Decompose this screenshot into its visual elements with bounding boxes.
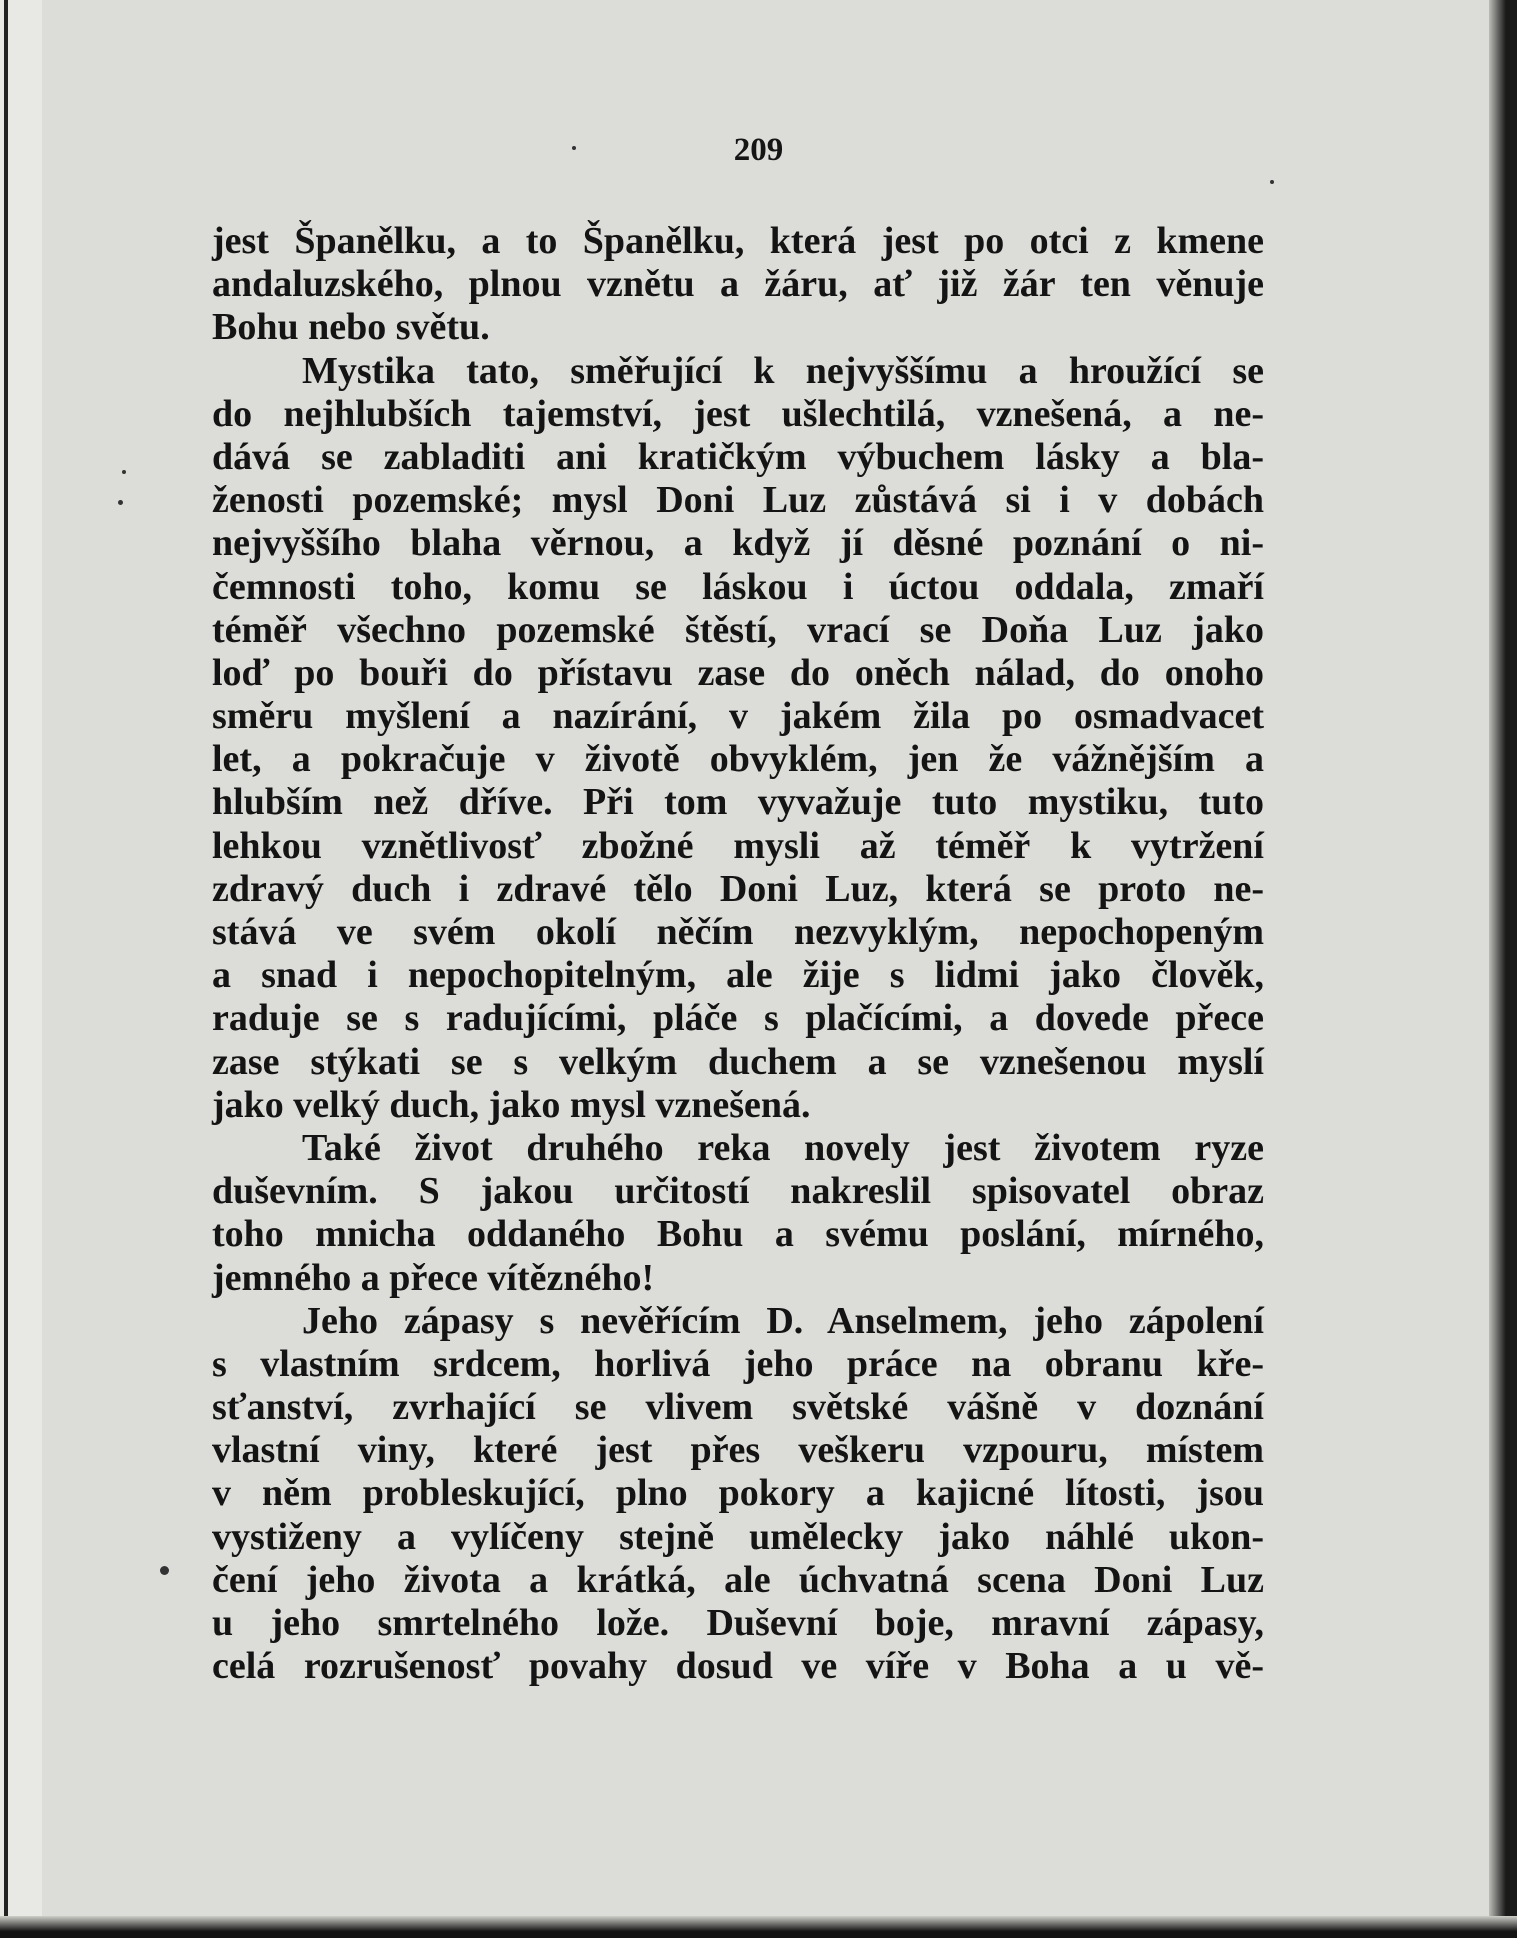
body-text — [212, 220, 1264, 1688]
scan-speck — [122, 470, 126, 474]
text-line: Bohu nebo světu. — [212, 306, 490, 349]
text-line: zdravý duch i zdravé tělo Doni Luz, která se proto ne- — [212, 867, 1264, 910]
scan-speck — [572, 146, 576, 150]
text-line: duševním. S jakou určitostí nakreslil spisovatel obraz — [212, 1170, 1264, 1213]
text-line: hlubším než dříve. Při tom vyvažuje tuto mystiku, tuto — [212, 781, 1264, 824]
text-line: u jeho smrtelného lože. Duševní boje, mravní zápasy, — [212, 1602, 1264, 1644]
text-line: ženosti pozemské; mysl Doni Luz zůstává si i v dobách — [212, 479, 1264, 522]
text-line: zase stýkati se s velkým duchem a se vznešenou myslí — [212, 1040, 1264, 1083]
page-right-shadow — [1489, 0, 1517, 1938]
text-line: sťanství, zvrhající se vlivem světské vášně v doznání — [212, 1386, 1264, 1429]
text-line: do nejhlubších tajemství, jest ušlechtilá, vznešená, a ne- — [212, 392, 1264, 435]
text-line: stává ve svém okolí něčím nezvyklým, nepochopeným — [212, 911, 1264, 953]
text-line: celá rozrušenosť povahy dosud ve víře v Boha a u vě- — [212, 1645, 1264, 1688]
text-line: lehkou vznětlivosť zbožné mysli až téměř k vytržení — [212, 824, 1264, 867]
text-line: téměř všechno pozemské štěstí, vrací se Doňa Luz jako — [212, 608, 1264, 651]
text-line: andaluzského, plnou vznětu a žáru, ať již žár ten věnuje — [212, 263, 1264, 306]
page-left-margin — [0, 0, 42, 1938]
text-line: Mystika tato, směřující k nejvyššímu a hroužící se — [302, 349, 1264, 392]
text-line: Jeho zápasy s nevěřícím D. Anselmem, jeho zápolení — [302, 1299, 1264, 1342]
text-line: toho mnicha oddaného Bohu a svému poslání, mírného, — [212, 1213, 1264, 1256]
text-line: jemného a přece vítězného! — [212, 1256, 655, 1299]
text-line: let, a pokračuje v životě obvyklém, jen že vážnějším a — [212, 738, 1264, 781]
text-line: dává se zabladiti ani kratičkým výbuchem lásky a bla- — [212, 435, 1264, 478]
scan-speck — [160, 1566, 169, 1575]
page-number: 209 — [733, 132, 784, 168]
text-line: čemnosti toho, komu se láskou i úctou oddala, zmaří — [212, 565, 1264, 608]
text-line: nejvyššího blaha věrnou, a když jí děsné poznání o ni- — [212, 522, 1264, 565]
text-line: Také život druhého reka novely jest životem ryze — [302, 1126, 1264, 1169]
text-line: a snad i nepochopitelným, ale žije s lidmi jako člověk, — [212, 954, 1264, 997]
text-line: čení jeho života a krátká, ale úchvatná scena Doni Luz — [212, 1558, 1264, 1601]
text-line: loď po bouři do přístavu zase do oněch nálad, do onoho — [212, 651, 1264, 694]
text-line: směru myšlení a nazírání, v jakém žila po osmadvacet — [212, 695, 1264, 738]
text-line: jako velký duch, jako mysl vznešená. — [212, 1083, 811, 1126]
scan-speck — [118, 500, 123, 505]
text-line: vlastní viny, které jest přes veškeru vzpouru, místem — [212, 1429, 1264, 1472]
text-line: raduje se s radujícími, pláče s plačícími, a dovede přece — [212, 997, 1264, 1040]
text-line: jest Španělku, a to Španělku, která jest po otci z kmene — [212, 220, 1264, 262]
text-line: s vlastním srdcem, horlivá jeho práce na obranu kře- — [212, 1342, 1264, 1385]
binding-edge-line — [4, 0, 8, 1938]
scan-speck — [1270, 180, 1274, 184]
text-line: v něm probleskující, plno pokory a kajicné lítosti, jsou — [212, 1472, 1264, 1515]
text-line: vystiženy a vylíčeny stejně umělecky jako náhlé ukon- — [212, 1515, 1264, 1558]
page-bottom-shadow — [0, 1916, 1517, 1938]
